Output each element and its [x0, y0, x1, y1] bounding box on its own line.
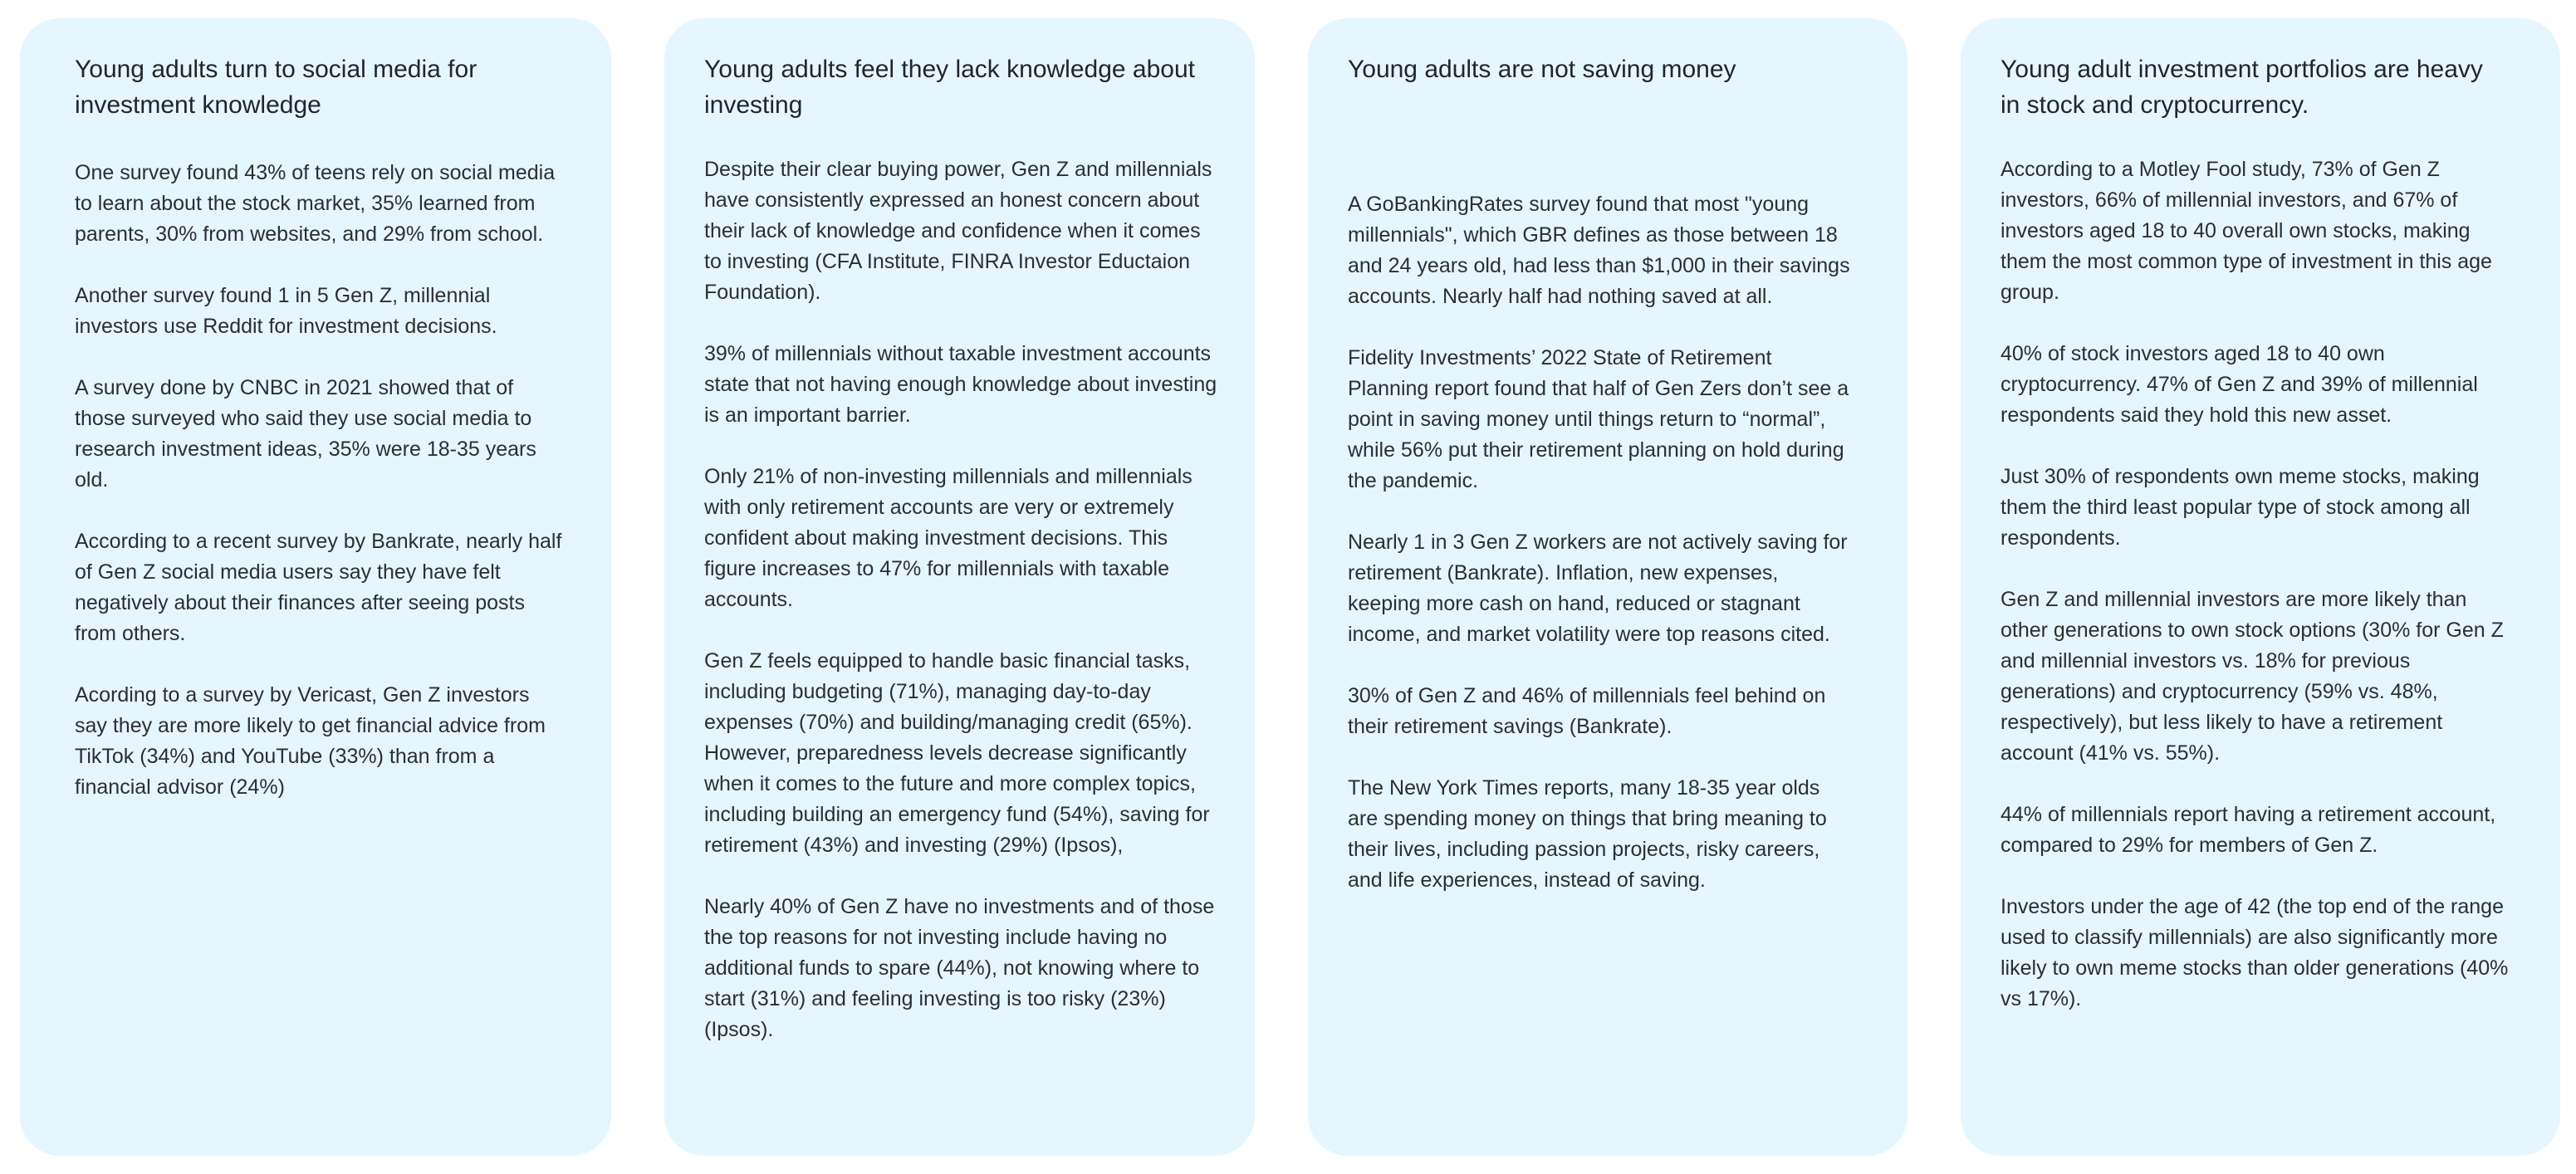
card-not-saving-money: [1308, 18, 1908, 1156]
card-paragraph: Investors under the age of 42 (the top end of the range used to classify millennials) are also significantly more likely to own meme stocks than older generations (40% vs 17%).: [2001, 895, 2509, 1010]
card-paragraph: Acording to a survey by Vericast, Gen Z investors say they are more likely to get financial advice from TikTok (34%) and YouTube (33%) than from a financial advisor (24%): [75, 683, 546, 799]
card-paragraph: Just 30% of respondents own meme stocks, making them the third least popular type of stock among all respondents.: [2001, 465, 2480, 550]
card-paragraph: Only 21% of non-investing millennials and millennials with only retirement accounts are very or extremely confident about making investment decisions. This figure increases to 47% for millennials with taxable accounts.: [704, 465, 1193, 611]
card-paragraph: Nearly 40% of Gen Z have no investments and of those the top reasons for not investing include having no additional funds to spare (44%), not knowing where to start (31%) and feeling investing is too risky (23%) (Ipsos).: [704, 895, 1215, 1041]
card-paragraph: Fidelity Investments’ 2022 State of Retirement Planning report found that half of Gen Zers don’t see a point in saving money until things return to “normal”, while 56% put their retirement planning on hold during the pandemic.: [1348, 346, 1849, 492]
card-paragraph: A GoBankingRates survey found that most "young millennials", which GBR defines as those between 18 and 24 years old, had less than $1,000 in their savings accounts. Nearly half had nothing saved at all.: [1348, 193, 1850, 308]
card-body: [704, 154, 1222, 1045]
card-paragraph: Gen Z feels equipped to handle basic financial tasks, including budgeting (71%), managing day-to-day expenses (70%) and building/managing credit (65%). However, preparedness levels decrease significantly when it comes to the future and more complex topics, including building an emergency fund (54%), saving for retirement (43%) and investing (29%) (Ipsos),: [704, 649, 1210, 857]
card-title: Young adult investment portfolios are heavy in stock and cryptocurrency.: [2001, 56, 2483, 119]
card-social-media-knowledge: [20, 18, 611, 1156]
card-paragraph: 39% of millennials without taxable investment accounts state that not having enough knowledge about investing is an important barrier.: [704, 342, 1217, 427]
card-paragraph: The New York Times reports, many 18-35 year olds are spending money on things that bring meaning to their lives, including passion projects, risky careers, and life experiences, instead of saving.: [1348, 776, 1827, 892]
card-paragraph: Nearly 1 in 3 Gen Z workers are not actively saving for retirement (Bankrate). Inflation, new expenses, keeping more cash on hand, reduced or stagnant income, and market volatility were top reasons cited.: [1348, 531, 1848, 646]
card-title: Young adults turn to social media for investment knowledge: [75, 56, 477, 119]
card-body: [75, 158, 578, 803]
card-paragraph: Another survey found 1 in 5 Gen Z, millennial investors use Reddit for investment decisions.: [75, 284, 497, 338]
card-paragraph: According to a recent survey by Bankrate, nearly half of Gen Z social media users say they have felt negatively about their finances after seeing posts from others.: [75, 530, 562, 645]
card-title: Young adults feel they lack knowledge about investing: [704, 56, 1195, 119]
card-paragraph: According to a Motley Fool study, 73% of Gen Z investors, 66% of millennial investors, and 67% of investors aged 18 to 40 overall own stocks, making them the most common type of investment in this age group.: [2001, 158, 2492, 304]
card-paragraph: Gen Z and millennial investors are more likely than other generations to own stock options (30% for Gen Z and millennial investors vs. 18% for previous generations) and cryptocurrency (59% vs. 48%, respectively), but less likely to have a retirement account (41% vs. 55%).: [2001, 588, 2504, 765]
card-investment-portfolios: [1961, 18, 2560, 1156]
card-body: [2001, 154, 2527, 1015]
card-title: Young adults are not saving money: [1348, 56, 1736, 83]
card-paragraph: A survey done by CNBC in 2021 showed that of those surveyed who said they use social media to research investment ideas, 35% were 18-35 years old.: [75, 376, 536, 492]
card-paragraph: One survey found 43% of teens rely on social media to learn about the stock market, 35% learned from parents, 30% from websites, and 29% from school.: [75, 161, 556, 246]
card-paragraph: 44% of millennials report having a retirement account, compared to 29% for members of Gen Z.: [2001, 803, 2496, 857]
card-lack-of-knowledge: [664, 18, 1255, 1156]
card-body: [1348, 189, 1874, 896]
card-paragraph: 40% of stock investors aged 18 to 40 own cryptocurrency. 47% of Gen Z and 39% of millennial respondents said they hold this new asset.: [2001, 342, 2478, 427]
card-paragraph: Despite their clear buying power, Gen Z and millennials have consistently expressed an honest concern about their lack of knowledge and confidence when it comes to investing (CFA Institute, FINRA Investor Eductaion Foundation).: [704, 158, 1212, 304]
card-paragraph: 30% of Gen Z and 46% of millennials feel behind on their retirement savings (Bankrate).: [1348, 684, 1826, 738]
